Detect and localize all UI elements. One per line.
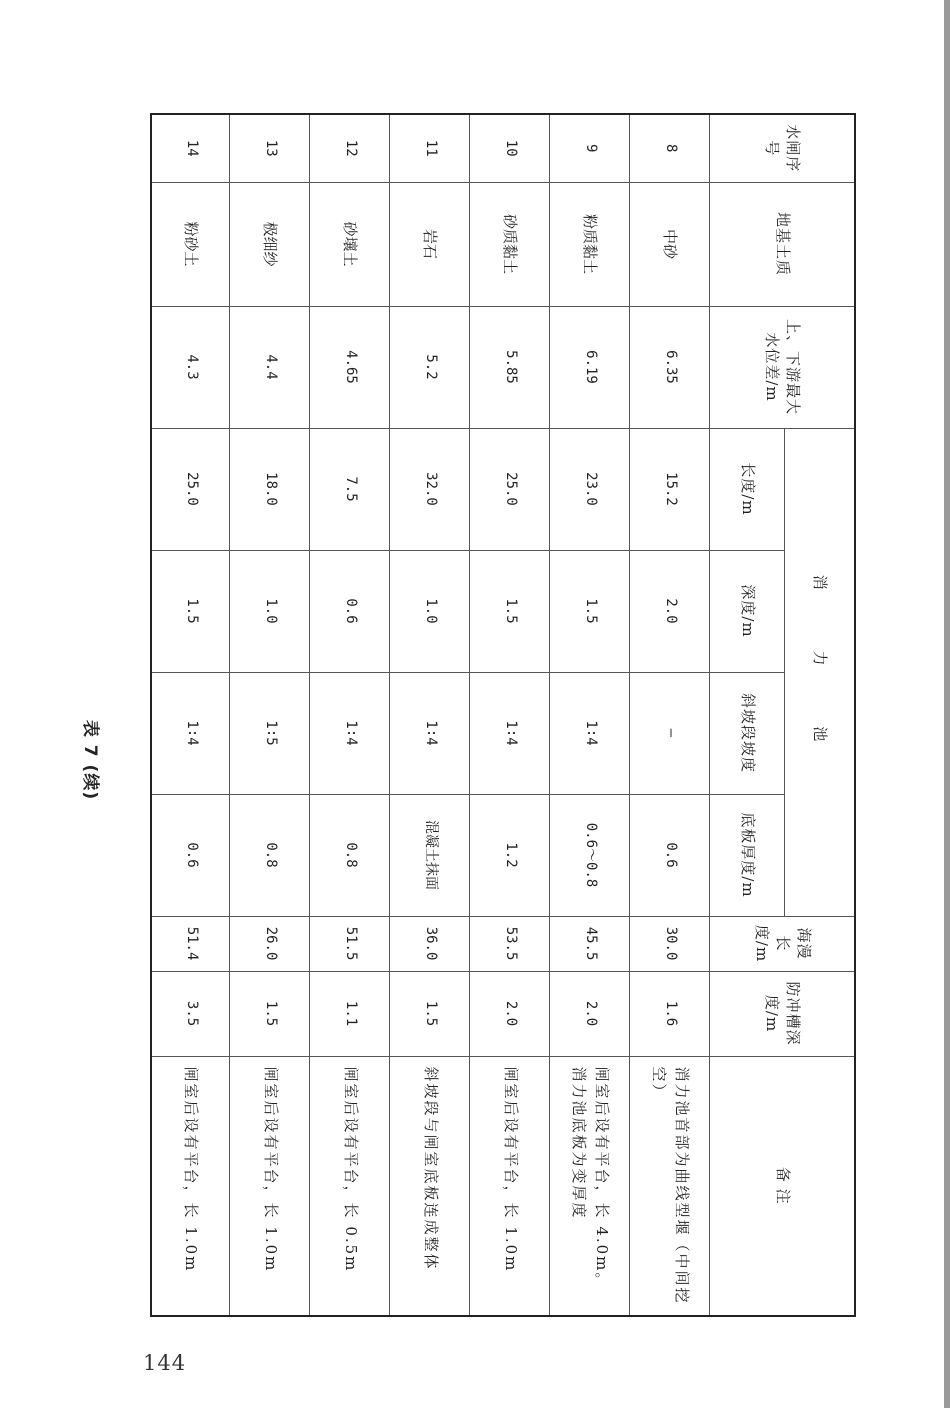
apron-length-cell: 51.4 xyxy=(151,916,230,971)
head-diff-cell: 6.19 xyxy=(550,306,630,428)
header-gate-no: 水闸序号 xyxy=(710,114,855,182)
remark-cell: 闸室后设有平台，长 4.0m。消力池底板为变厚度 xyxy=(550,1056,630,1316)
soil-cell: 砂壤土 xyxy=(310,182,390,306)
header-head-diff: 上、下游最大水位差/m xyxy=(710,306,855,428)
gate-no-cell: 12 xyxy=(310,114,390,182)
basin-length-cell: 25.0 xyxy=(470,428,550,550)
slope-cell: 1∶4 xyxy=(310,672,390,794)
basin-depth-cell: 1.5 xyxy=(550,550,630,672)
page-edge-divider xyxy=(944,0,950,1408)
head-diff-cell: 5.2 xyxy=(390,306,470,428)
apron-length-cell: 36.0 xyxy=(390,916,470,971)
header-basin-length: 长度/m xyxy=(710,428,785,550)
sluice-data-table xyxy=(150,113,856,1317)
table-container xyxy=(150,113,856,1315)
head-diff-cell: 4.65 xyxy=(310,306,390,428)
soil-cell: 中砂 xyxy=(630,182,710,306)
table-row xyxy=(310,114,390,1316)
header-stilling-basin-label: 消 力 池 xyxy=(811,574,830,770)
basin-length-cell: 15.2 xyxy=(630,428,710,550)
basin-depth-cell: 1.5 xyxy=(151,550,230,672)
trench-depth-cell: 1.1 xyxy=(310,971,390,1056)
basin-length-cell: 32.0 xyxy=(390,428,470,550)
header-trench-depth: 防冲槽深度/m xyxy=(710,971,855,1056)
apron-length-cell: 26.0 xyxy=(230,916,310,971)
floor-thickness-cell: 0.8 xyxy=(310,794,390,916)
gate-no-cell: 13 xyxy=(230,114,310,182)
trench-depth-cell: 1.6 xyxy=(630,971,710,1056)
trench-depth-cell: 3.5 xyxy=(151,971,230,1056)
table-title: 表 7 (续) xyxy=(80,719,101,801)
floor-thickness-cell: 0.6 xyxy=(630,794,710,916)
floor-thickness-cell: 0.8 xyxy=(230,794,310,916)
slope-cell: — xyxy=(630,672,710,794)
slope-cell: 1∶5 xyxy=(230,672,310,794)
head-diff-cell: 4.3 xyxy=(151,306,230,428)
head-diff-cell: 5.85 xyxy=(470,306,550,428)
table-row xyxy=(470,114,550,1316)
basin-length-cell: 18.0 xyxy=(230,428,310,550)
header-soil: 地基土质 xyxy=(710,182,855,306)
basin-length-cell: 7.5 xyxy=(310,428,390,550)
soil-cell: 岩石 xyxy=(390,182,470,306)
apron-length-cell: 30.0 xyxy=(630,916,710,971)
floor-thickness-cell: 1.2 xyxy=(470,794,550,916)
soil-cell: 粉质黏土 xyxy=(550,182,630,306)
apron-length-cell: 53.5 xyxy=(470,916,550,971)
remark-cell: 消力池首部为曲线型堰（中间挖空） xyxy=(630,1056,710,1316)
gate-no-cell: 11 xyxy=(390,114,470,182)
header-floor-thickness: 底板厚度/m xyxy=(710,794,785,916)
basin-length-cell: 25.0 xyxy=(151,428,230,550)
basin-depth-cell: 2.0 xyxy=(630,550,710,672)
header-slope: 斜坡段坡度 xyxy=(710,672,785,794)
trench-depth-cell: 1.5 xyxy=(230,971,310,1056)
table-row xyxy=(630,114,710,1316)
trench-depth-cell: 1.5 xyxy=(390,971,470,1056)
basin-depth-cell: 0.6 xyxy=(310,550,390,672)
basin-depth-cell: 1.0 xyxy=(390,550,470,672)
remark-cell: 斜坡段与闸室底板连成整体 xyxy=(390,1056,470,1316)
table-row xyxy=(550,114,630,1316)
floor-thickness-cell: 0.6～0.8 xyxy=(550,794,630,916)
gate-no-cell: 9 xyxy=(550,114,630,182)
floor-thickness-cell: 混凝土抹面 xyxy=(390,794,470,916)
header-apron-length: 海漫长度/m xyxy=(710,916,855,971)
page-number: 144 xyxy=(143,1351,187,1375)
soil-cell: 砂质黏土 xyxy=(470,182,550,306)
gate-no-cell: 10 xyxy=(470,114,550,182)
head-diff-cell: 4.4 xyxy=(230,306,310,428)
remark-cell: 闸室后设有平台，长 1.0m xyxy=(230,1056,310,1316)
slope-cell: 1∶4 xyxy=(390,672,470,794)
table-row xyxy=(390,114,470,1316)
trench-depth-cell: 2.0 xyxy=(550,971,630,1056)
slope-cell: 1∶4 xyxy=(151,672,230,794)
gate-no-cell: 8 xyxy=(630,114,710,182)
slope-cell: 1∶4 xyxy=(470,672,550,794)
slope-cell: 1∶4 xyxy=(550,672,630,794)
basin-length-cell: 23.0 xyxy=(550,428,630,550)
header-remarks: 备 注 xyxy=(710,1056,855,1316)
soil-cell: 粉砂土 xyxy=(151,182,230,306)
head-diff-cell: 6.35 xyxy=(630,306,710,428)
apron-length-cell: 51.5 xyxy=(310,916,390,971)
remark-cell: 闸室后设有平台，长 0.5m xyxy=(310,1056,390,1316)
gate-no-cell: 14 xyxy=(151,114,230,182)
table-row xyxy=(151,114,230,1316)
soil-cell: 极细纱 xyxy=(230,182,310,306)
basin-depth-cell: 1.0 xyxy=(230,550,310,672)
remark-cell: 闸室后设有平台，长 1.0m xyxy=(151,1056,230,1316)
header-stilling-basin xyxy=(785,428,855,916)
basin-depth-cell: 1.5 xyxy=(470,550,550,672)
header-basin-depth: 深度/m xyxy=(710,550,785,672)
floor-thickness-cell: 0.6 xyxy=(151,794,230,916)
apron-length-cell: 45.5 xyxy=(550,916,630,971)
trench-depth-cell: 2.0 xyxy=(470,971,550,1056)
remark-cell: 闸室后设有平台，长 1.0m xyxy=(470,1056,550,1316)
table-row xyxy=(230,114,310,1316)
